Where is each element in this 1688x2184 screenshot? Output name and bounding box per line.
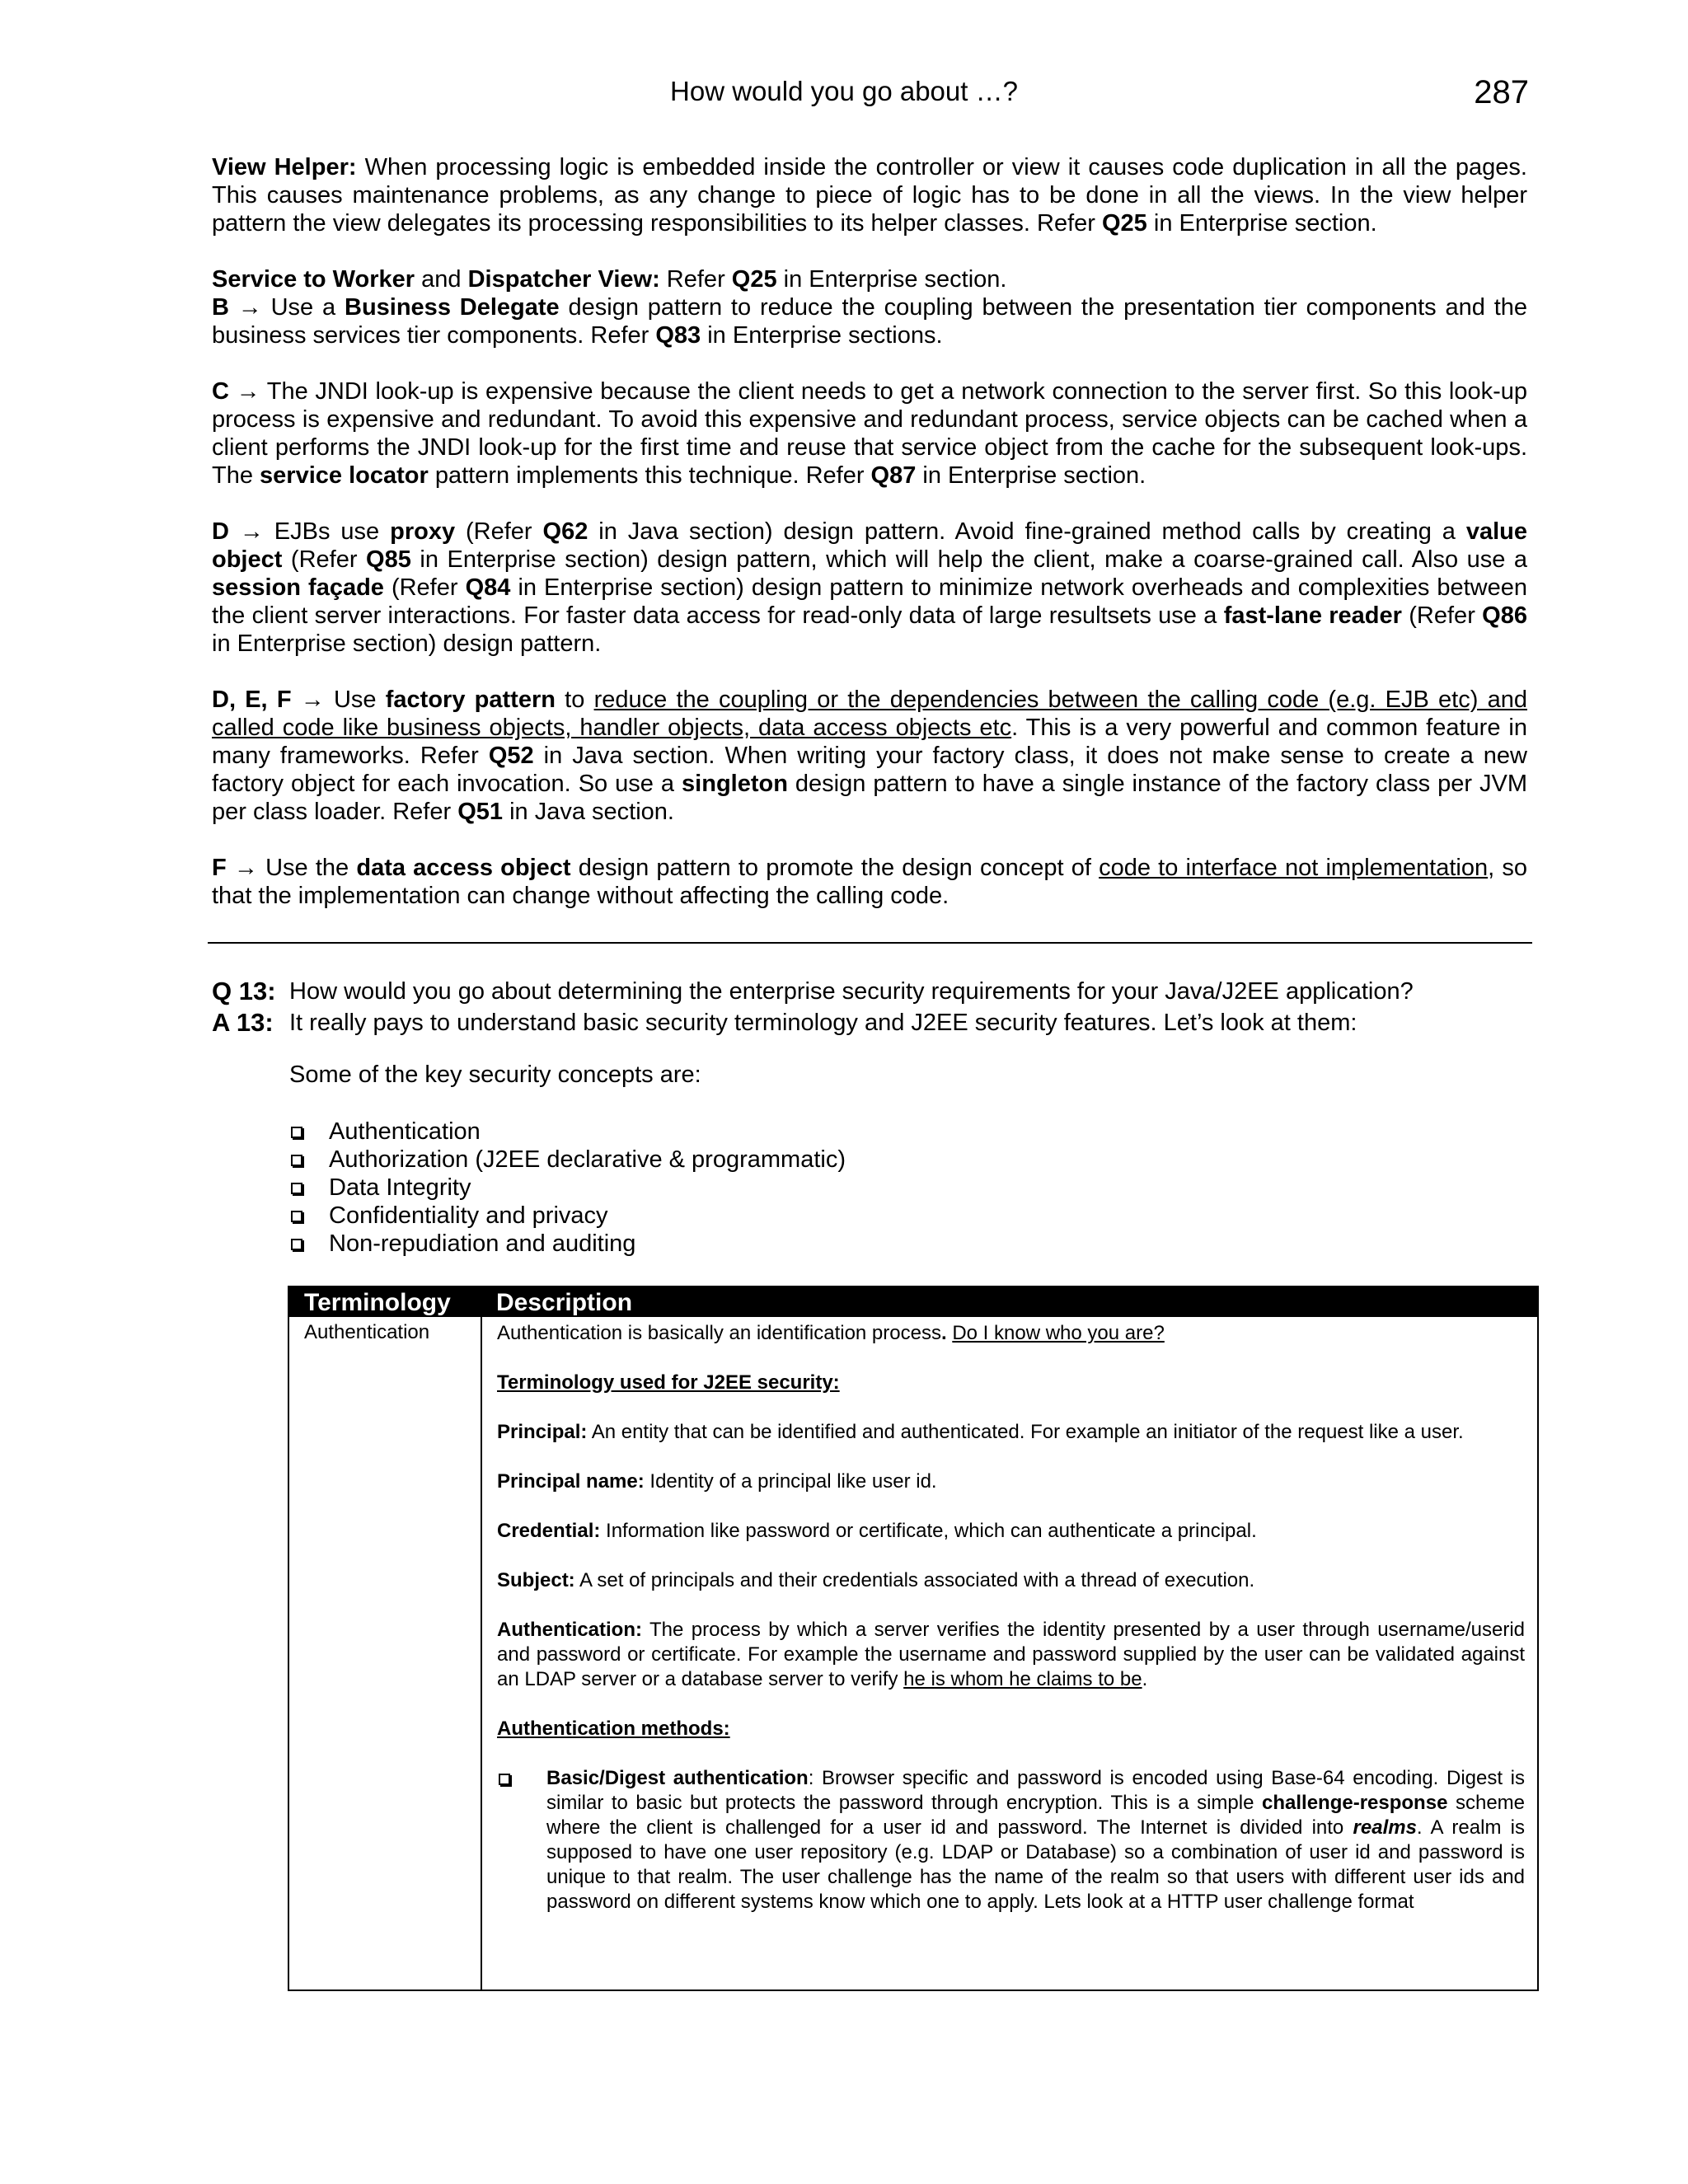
list-item: Authentication — [289, 1118, 846, 1146]
concepts-list — [289, 1118, 846, 1258]
list-item — [497, 1766, 1525, 1915]
credential-definition: Credential: Information like password or certificate, which can authenticate a principal. — [497, 1520, 1257, 1542]
section-divider — [208, 942, 1532, 944]
principal-name-definition: Principal name: Identity of a principal like user id. — [497, 1470, 937, 1493]
column-header-terminology: Terminology — [304, 1289, 451, 1316]
column-divider — [481, 1287, 482, 1990]
running-title: How would you go about …? — [670, 76, 1018, 106]
paragraph-c: C → The JNDI look-up is expensive because the client needs to get a network connection to the server first. So this look-up process is expensive and redundant. To avoid this expensive and redundant process, service objects can be cached when a client performs the JNDI look-up for the first time and reuse that service object from the cache for the subsequent look-ups. The service locator pattern implements this technique. Refer Q87 in Enterprise section. — [212, 378, 1527, 489]
authentication-definition: Authentication: The process by which a server verifies the identity presented by a user through username/userid and password or certificate. For example the username and password supplied by the user can be validated against an LDAP server or a database server to verify he is whom he claims to be. — [497, 1619, 1525, 1690]
paragraph-f: F → Use the data access object design pattern to promote the design concept of code to interface not implementation, so that the implementation can change without affecting the calling code. — [212, 855, 1527, 909]
table-header-row — [289, 1287, 1537, 1317]
subject-definition: Subject: A set of principals and their credentials associated with a thread of execution. — [497, 1569, 1255, 1591]
basic-digest-auth-text: Basic/Digest authentication: Browser specific and password is encoded using Base-64 encoding. Digest is similar to basic but protects the password through encryption. This is a simple challenge-response scheme where the client is challenged for a user id and password. The Internet is divided into realms. A realm is supposed to have one user repository (e.g. LDAP or Database) so a combination of user id and password is unique to that realm. The user challenge has the name of the realm so that users with different user ids and password on different systems know which one to apply. Lets look at a HTTP user challenge format — [546, 1767, 1526, 1913]
view-helper-paragraph: View Helper: When processing logic is embedded inside the controller or view it causes code duplication in all the pages. This causes maintenance problems, as any change to piece of logic has to be done in all the views. In the view helper pattern the view delegates its processing responsibilities to its helper classes. Refer Q25 in Enterprise section. — [212, 154, 1527, 237]
answer-text: It really pays to understand basic security terminology and J2EE security features. Let’s look at them: — [289, 1010, 1357, 1036]
question-text: How would you go about determining the enterprise security requirements for your Java/J2EE application? — [289, 978, 1414, 1005]
concepts-intro: Some of the key security concepts are: — [289, 1062, 701, 1088]
terms-heading: Terminology used for J2EE security: — [497, 1371, 840, 1394]
table-cell-description — [497, 1321, 1525, 1915]
column-header-description: Description — [496, 1289, 633, 1316]
service-to-worker-paragraph: Service to Worker and Dispatcher View: Refer Q25 in Enterprise section. — [212, 266, 1007, 293]
checkbox-bullet-icon — [291, 1155, 302, 1166]
paragraph-def: D, E, F → Use factory pattern to reduce the coupling or the dependencies between the calling code (e.g. EJB etc) and called code like business objects, handler objects, data access objects etc. This is a very powerful and common feature in many frameworks. Refer Q52 in Java section. When writing your factory class, it does not make sense to create a new factory object for each invocation. So use a singleton design pattern to have a single instance of the factory class per JVM per class loader. Refer Q51 in Java section. — [212, 687, 1528, 825]
paragraph-b: B → Use a Business Delegate design pattern to reduce the coupling between the presentation tier components and the business services tier components. Refer Q83 in Enterprise sections. — [212, 294, 1528, 349]
auth-intro: Authentication is basically an identification process. Do I know who you are? — [497, 1322, 1165, 1344]
list-item: Confidentiality and privacy — [289, 1202, 846, 1230]
principal-definition: Principal: An entity that can be identified and authenticated. For example an initiator of the request like a user. — [497, 1421, 1464, 1443]
answer-label: A 13: — [212, 1008, 274, 1037]
list-item: Data Integrity — [289, 1174, 846, 1202]
list-item: Authorization (J2EE declarative & programmatic) — [289, 1146, 846, 1174]
answer-row — [212, 1007, 1531, 1038]
checkbox-bullet-icon — [291, 1127, 302, 1138]
table-cell-term: Authentication — [304, 1321, 430, 1343]
question-answer-block — [212, 976, 1531, 1038]
question-label: Q 13: — [212, 977, 276, 1005]
terminology-table — [288, 1286, 1539, 1991]
checkbox-bullet-icon — [291, 1239, 302, 1250]
body-text-top — [212, 153, 1527, 910]
checkbox-bullet-icon — [499, 1774, 510, 1785]
page-number: 287 — [1474, 74, 1529, 110]
checkbox-bullet-icon — [291, 1211, 302, 1222]
paragraph-d: D → EJBs use proxy (Refer Q62 in Java section) design pattern. Avoid fine-grained method calls by creating a value object (Refer Q85 in Enterprise section) design pattern, which will help the client, make a coarse-grained call. Also use a session façade (Refer Q84 in Enterprise section) design pattern to minimize network overheads and complexities between the client server interactions. For faster data access for read-only data of large resultsets use a fast-lane reader (Refer Q86 in Enterprise section) design pattern. — [212, 518, 1528, 657]
methods-heading: Authentication methods: — [497, 1718, 730, 1740]
list-item: Non-repudiation and auditing — [289, 1230, 846, 1258]
question-row — [212, 976, 1531, 1007]
checkbox-bullet-icon — [291, 1183, 302, 1194]
